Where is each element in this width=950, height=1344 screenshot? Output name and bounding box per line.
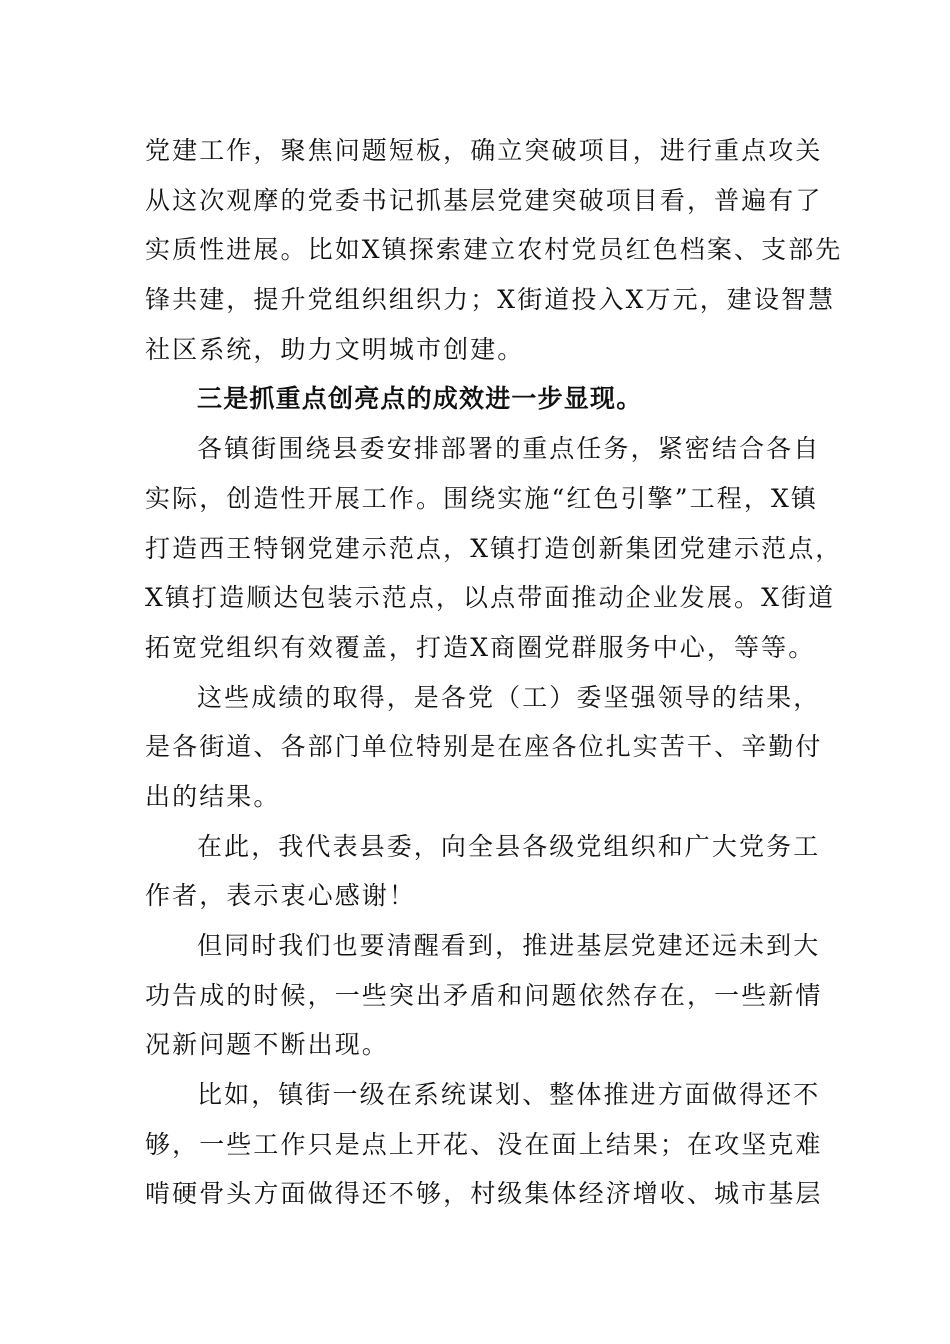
text-line-15: 在此，我代表县委，向全县各级党组织和广大党务工: [197, 831, 821, 861]
text-line-21: 够，一些工作只是点上开花、没在面上结果；在攻坚克难: [145, 1129, 823, 1159]
text-line-9: 打造西王特钢党建示范点，X镇打造创新集团党建示范点，: [145, 533, 843, 563]
section-heading: 三是抓重点创亮点的成效进一步显现。: [197, 384, 643, 414]
text-line-3: 实质性进展。比如X镇探索建立农村党员红色档案、支部先: [145, 235, 843, 265]
text-line-18: 功告成的时候，一些突出矛盾和问题依然存在，一些新情: [145, 980, 823, 1010]
text-line-11: 拓宽党组织有效覆盖，打造X商圈党群服务中心，等等。: [145, 632, 816, 662]
text-line-4: 锋共建，提升党组织组织力；X街道投入X万元，建设智慧: [145, 285, 836, 315]
text-line-5: 社区系统，助力文明城市创建。: [145, 334, 525, 364]
text-line-10: X镇打造顺达包装示范点，以点带面推动企业发展。X街道: [145, 583, 836, 613]
text-line-2: 从这次观摩的党委书记抓基层党建突破项目看，普遍有了: [145, 185, 823, 215]
body-text: [145, 126, 843, 1219]
text-line-17: 但同时我们也要清醒看到，推进基层党建还远未到大: [197, 931, 821, 960]
text-line-19: 况新问题不断出现。: [145, 1030, 389, 1060]
text-line-22: 啃硬骨头方面做得还不够，村级集体经济增收、城市基层: [145, 1179, 823, 1209]
text-line-7: 各镇街围绕县委安排部署的重点任务，紧密结合各自: [197, 434, 821, 464]
text-line-14: 出的结果。: [145, 781, 281, 811]
text-line-1: 党建工作，聚焦问题短板，确立突破项目，进行重点攻关: [145, 136, 823, 165]
text-line-16: 作者，表示衷心感谢！: [145, 881, 417, 911]
text-line-20: 比如，镇街一级在系统谋划、整体推进方面做得还不: [197, 1080, 821, 1110]
text-line-8: 实际，创造性开展工作。围绕实施“红色引擎”工程，X镇: [145, 483, 818, 513]
text-line-12: 这些成绩的取得，是各党（工）委坚强领导的结果，: [197, 682, 821, 712]
text-line-13: 是各街道、各部门单位特别是在座各位扎实苦干、辛勤付: [145, 732, 823, 762]
